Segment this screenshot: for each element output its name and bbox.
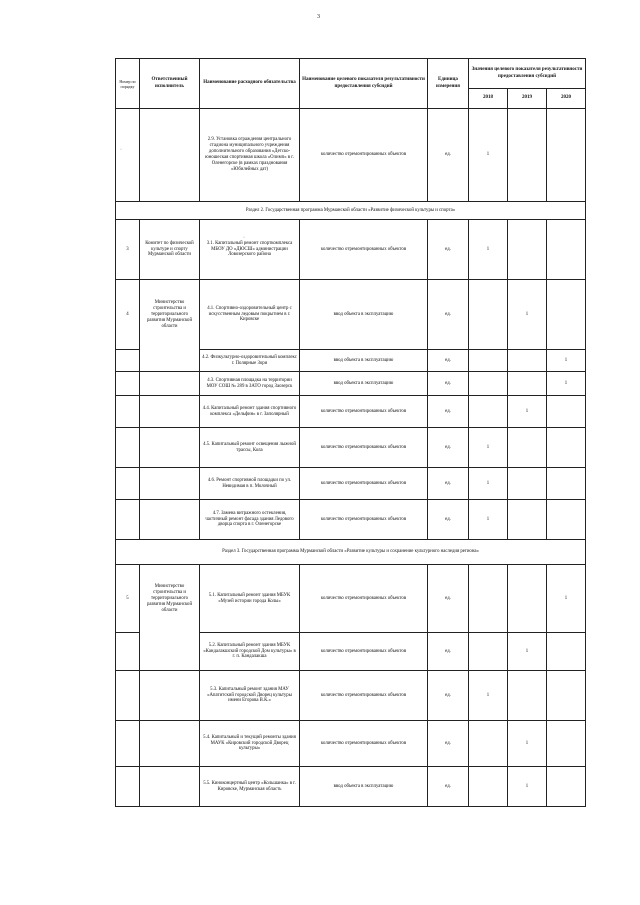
section-row — [116, 540, 586, 565]
row-value-2018: 1 — [469, 220, 508, 280]
row-obligation: 4.3. Спортивная площадка на территории МОУ СОШ № 289 в ЗАТО город Заозерск — [200, 372, 300, 396]
row-obligation: 2.9. Установка ограждения центрального стадиона муниципального учреждения дополнительного образования «Детско-юношеская спортивная школа «Олимп» в г. Оленегорске (в рамках празднования «Юбилейных дат) — [200, 109, 300, 202]
row-value-2019 — [508, 468, 547, 500]
scan-speck: · — [243, 235, 245, 241]
row-unit: ед. — [428, 109, 469, 202]
row-value-2018 — [469, 280, 508, 350]
row-num: 5 — [116, 565, 140, 633]
row-responsible — [140, 372, 200, 396]
row-responsible — [140, 721, 200, 767]
row-num — [116, 721, 140, 767]
row-num — [116, 428, 140, 468]
row-num — [116, 396, 140, 428]
row-unit: ед. — [428, 565, 469, 633]
row-indicator: ввод объекта в эксплуатацию — [300, 372, 428, 396]
row-unit: ед. — [428, 372, 469, 396]
row-responsible: Комитет по физической культуре и спорту Мурманской области — [140, 220, 200, 280]
row-unit: ед. — [428, 428, 469, 468]
header-year-2020: 2020 — [547, 89, 586, 109]
row-num — [116, 372, 140, 396]
row-indicator: количество отремонтированных объектов — [300, 500, 428, 540]
table-row — [116, 633, 586, 671]
row-value-2018 — [469, 372, 508, 396]
row-value-2020 — [547, 500, 586, 540]
page-number: 3 — [317, 14, 320, 20]
table-row — [116, 565, 586, 633]
row-responsible — [140, 428, 200, 468]
row-unit: ед. — [428, 500, 469, 540]
row-value-2020 — [547, 721, 586, 767]
section-row — [116, 202, 586, 220]
row-obligation: 4.1. Спортивно-оздоровительный центр с искусственным ледовым покрытием в г. Кировске — [200, 280, 300, 350]
row-value-2020 — [547, 396, 586, 428]
row-value-2020 — [547, 220, 586, 280]
row-unit: ед. — [428, 350, 469, 372]
row-value-2019 — [508, 220, 547, 280]
header-values-group: Значения целевого показателя результативности предоставления субсидий — [469, 59, 586, 89]
row-unit: ед. — [428, 468, 469, 500]
row-value-2019 — [508, 500, 547, 540]
row-value-2018 — [469, 633, 508, 671]
row-obligation: 4.5. Капитальный ремонт освещения лыжной трассы, Кола — [200, 428, 300, 468]
row-responsible: Министерство строительства и территориального развития Мурманской области — [140, 280, 200, 350]
row-obligation: 5.1. Капитальный ремонт здания МБУК «Музей истории города Колы» — [200, 565, 300, 633]
row-indicator: ввод объекта в эксплуатацию — [300, 767, 428, 807]
table-row — [116, 350, 586, 372]
table-row — [116, 767, 586, 807]
header-num: Номер по порядку — [116, 59, 140, 109]
row-obligation: 4.7. Замена витражного остекления, частичный ремонт фасада здания Ледового дворца спорта в г. Оленегорске — [200, 500, 300, 540]
row-value-2019 — [508, 428, 547, 468]
table-row — [116, 428, 586, 468]
table-row — [116, 109, 586, 202]
section-title: Раздел 2. Государственная программа Мурманской области «Развитие физической культуры и спорта» — [116, 202, 586, 220]
row-indicator: количество отремонтированных объектов — [300, 671, 428, 721]
row-value-2018 — [469, 767, 508, 807]
subsidy-indicator-table — [115, 58, 586, 807]
row-value-2018 — [469, 721, 508, 767]
row-num — [116, 633, 140, 671]
header-obligation: Наименование расходного обязательства — [200, 59, 300, 109]
row-value-2020: 1 — [547, 565, 586, 633]
table-row — [116, 500, 586, 540]
row-indicator: количество отремонтированных объектов — [300, 428, 428, 468]
row-value-2019: 1 — [508, 396, 547, 428]
row-obligation: 5.4. Капитальный и текущий ремонты здания МАУК «Кировский городской Дворец культуры» — [200, 721, 300, 767]
row-responsible — [140, 767, 200, 807]
row-unit: ед. — [428, 767, 469, 807]
row-num — [116, 468, 140, 500]
row-responsible — [140, 468, 200, 500]
scan-speck: · — [120, 147, 122, 153]
row-obligation: 5.5. Киноконцертный центр «Кольшанка» в г. Кировске, Мурманская область — [200, 767, 300, 807]
header-year-2019: 2019 — [508, 89, 547, 109]
table-row — [116, 220, 586, 280]
row-indicator: количество отремонтированных объектов — [300, 220, 428, 280]
row-value-2019: 1 — [508, 721, 547, 767]
table-row — [116, 280, 586, 350]
table-row — [116, 396, 586, 428]
row-num: 3 — [116, 220, 140, 280]
row-value-2019: 1 — [508, 633, 547, 671]
row-obligation: 5.3. Капитальный ремонт здания МАУ «Апатитский городской Дворец культуры имени Егорова В.К.» — [200, 671, 300, 721]
table-row — [116, 372, 586, 396]
row-unit: ед. — [428, 721, 469, 767]
header-indicator: Наименование целевого показателя результативности предоставления субсидий — [300, 59, 428, 109]
row-indicator: количество отремонтированных объектов — [300, 721, 428, 767]
row-unit: ед. — [428, 280, 469, 350]
row-num — [116, 109, 140, 202]
header-responsible: Ответственный исполнитель — [140, 59, 200, 109]
row-value-2018: 1 — [469, 109, 508, 202]
row-indicator: количество отремонтированных объектов — [300, 633, 428, 671]
row-unit: ед. — [428, 671, 469, 721]
table-row — [116, 721, 586, 767]
row-responsible — [140, 396, 200, 428]
row-num — [116, 767, 140, 807]
row-responsible — [140, 109, 200, 202]
row-num — [116, 350, 140, 372]
row-value-2019 — [508, 565, 547, 633]
row-value-2020 — [547, 468, 586, 500]
row-obligation: 4.2. Физкультурно-оздоровительный комплекс г. Полярные Зори — [200, 350, 300, 372]
row-num — [116, 500, 140, 540]
row-responsible — [140, 500, 200, 540]
row-value-2019 — [508, 671, 547, 721]
row-indicator: ввод объекта в эксплуатацию — [300, 280, 428, 350]
row-num — [116, 671, 140, 721]
row-value-2018: 1 — [469, 428, 508, 468]
row-value-2018 — [469, 396, 508, 428]
row-value-2020 — [547, 633, 586, 671]
table-row — [116, 671, 586, 721]
row-value-2019 — [508, 372, 547, 396]
row-unit: ед. — [428, 633, 469, 671]
row-value-2018 — [469, 565, 508, 633]
row-value-2020 — [547, 671, 586, 721]
row-value-2020: 1 — [547, 350, 586, 372]
row-indicator: количество отремонтированных объектов — [300, 565, 428, 633]
row-value-2019: 1 — [508, 280, 547, 350]
row-num: 4 — [116, 280, 140, 350]
row-responsible: Министерство строительства и территориального развития Мурманской области — [140, 565, 200, 633]
row-indicator: количество отремонтированных объектов — [300, 468, 428, 500]
row-indicator: количество отремонтированных объектов — [300, 109, 428, 202]
header-year-2018: 2018 — [469, 89, 508, 109]
row-value-2020: 1 — [547, 372, 586, 396]
row-value-2018: 1 — [469, 671, 508, 721]
row-obligation: 5.2. Капитальный ремонт здания МБУК «Кандалакшский городской Дом культуры» в г. п. Кандалакша — [200, 633, 300, 671]
table-row — [116, 468, 586, 500]
row-value-2018 — [469, 350, 508, 372]
header-unit: Единица измерения — [428, 59, 469, 109]
row-value-2018: 1 — [469, 500, 508, 540]
row-responsible — [140, 633, 200, 671]
row-obligation: 4.6. Ремонт спортивной площадки по ул. Невидимая в п. Молочный — [200, 468, 300, 500]
row-value-2020 — [547, 767, 586, 807]
row-value-2020 — [547, 109, 586, 202]
row-responsible — [140, 671, 200, 721]
row-unit: ед. — [428, 396, 469, 428]
row-value-2020 — [547, 428, 586, 468]
row-responsible — [140, 350, 200, 372]
row-value-2018: 1 — [469, 468, 508, 500]
row-indicator: количество отремонтированных объектов — [300, 396, 428, 428]
row-obligation: 4.4. Капитальный ремонт здания спортивного комплекса «Дельфин» в г. Заполярный — [200, 396, 300, 428]
row-indicator: ввод объекта в эксплуатацию — [300, 350, 428, 372]
row-unit: ед. — [428, 220, 469, 280]
row-obligation: 3.1. Капитальный ремонт спорткомплекса МБОУ ДО «ДЮСШ» администрации Ловозерского района — [200, 220, 300, 280]
row-value-2019 — [508, 109, 547, 202]
section-title: Раздел 3. Государственная программа Мурманской области «Развитие культуры и сохранение культурного наследия региона» — [116, 540, 586, 565]
row-value-2020 — [547, 280, 586, 350]
row-value-2019 — [508, 350, 547, 372]
row-value-2019: 1 — [508, 767, 547, 807]
